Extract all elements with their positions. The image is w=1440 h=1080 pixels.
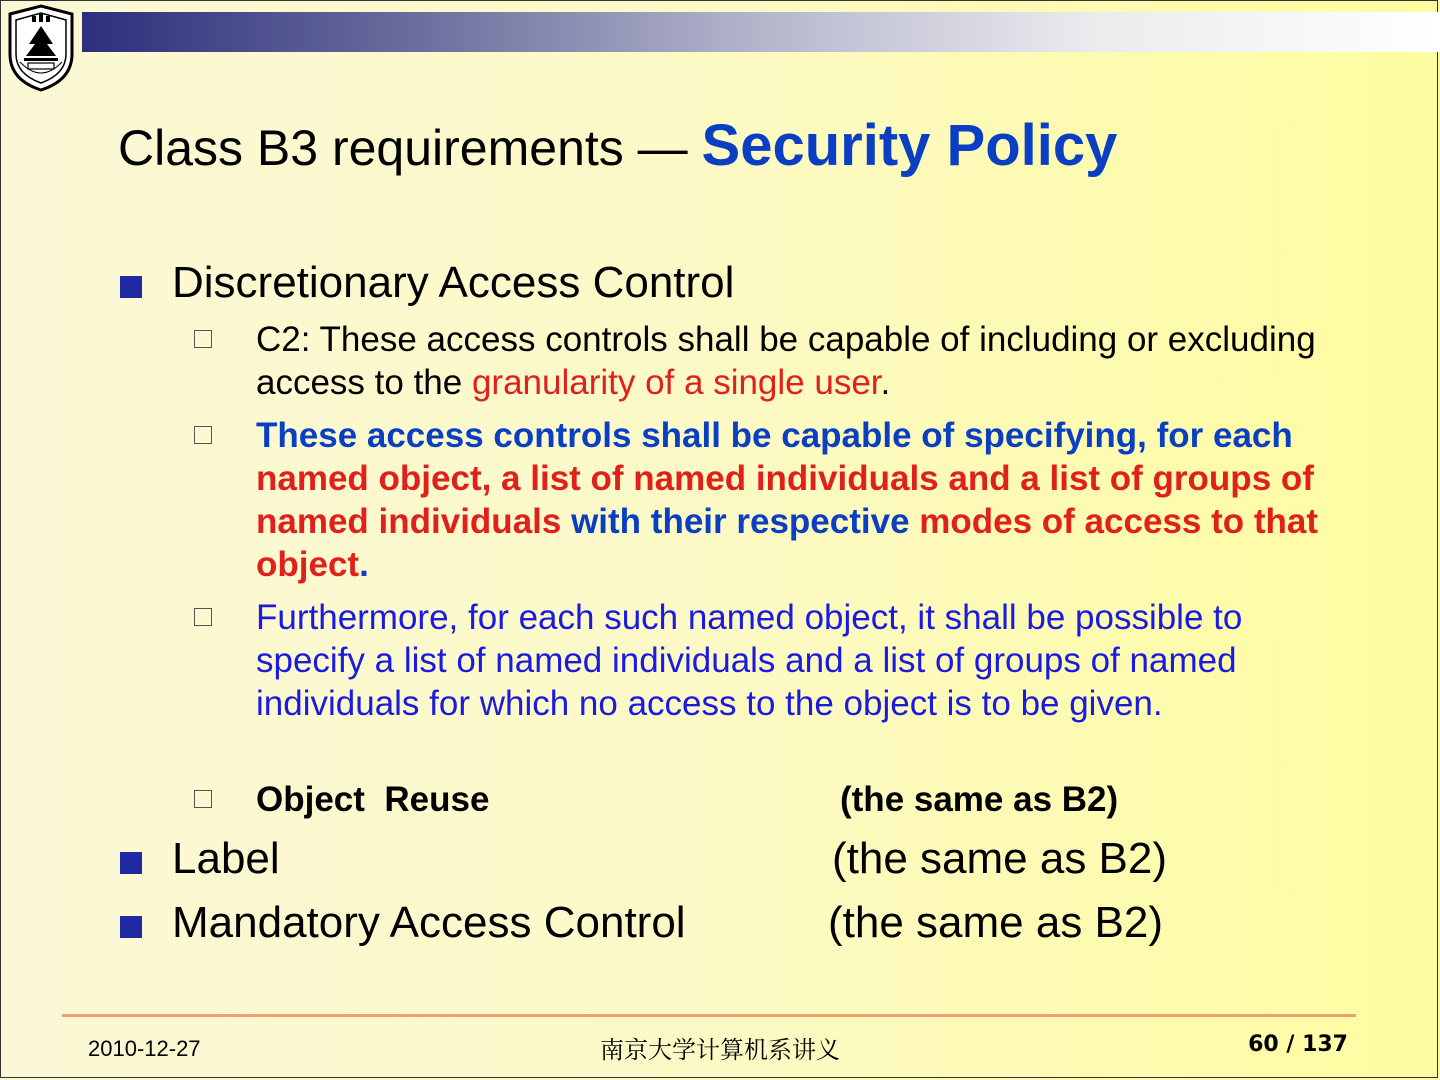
square-bullet-icon bbox=[120, 276, 142, 298]
bullet-label-text: Label bbox=[172, 834, 280, 883]
object-reuse-text: Object Reuse bbox=[256, 780, 490, 819]
title-accent: Security Policy bbox=[701, 113, 1118, 178]
spec-text-d: modes of access to that object bbox=[256, 502, 1318, 584]
slide-title bbox=[118, 112, 1398, 179]
header-gradient-bar bbox=[82, 12, 1440, 52]
hollow-square-bullet-icon bbox=[194, 790, 212, 808]
page-number: 60 / 137 bbox=[1248, 1032, 1348, 1057]
subbullet-c2 bbox=[192, 318, 1352, 408]
bullet-label-note: (the same as B2) bbox=[832, 834, 1168, 883]
subbullet-object-reuse bbox=[192, 778, 1352, 822]
square-bullet-icon bbox=[120, 852, 142, 874]
footer-divider bbox=[62, 1014, 1356, 1017]
bullet-dac-text: Discretionary Access Control bbox=[172, 258, 735, 307]
hollow-square-bullet-icon bbox=[194, 330, 212, 348]
c2-text: C2: These access controls shall be capable of including or excluding access to the bbox=[256, 320, 1316, 402]
c2-highlight: granularity of a single user bbox=[471, 363, 881, 402]
university-seal-icon bbox=[4, 4, 78, 92]
footer-date: 2010-12-27 bbox=[88, 1036, 201, 1061]
spec-text-a: These access controls shall be capable of specifying, for each bbox=[256, 416, 1293, 455]
furthermore-text: Furthermore, for each such named object, it shall be possible to specify a list of named individuals and a list of groups of named individuals for which no access to the object is to be given. bbox=[256, 598, 1243, 723]
spec-text-c: with their respective bbox=[561, 502, 920, 541]
subbullet-specifying bbox=[192, 414, 1352, 590]
title-plain: Class B3 requirements — bbox=[118, 120, 702, 176]
bullet-mac-note: (the same as B2) bbox=[828, 898, 1164, 947]
footer-course-title: 南京大学计算机系讲义 bbox=[600, 1036, 840, 1064]
spec-text-e: . bbox=[359, 545, 369, 584]
hollow-square-bullet-icon bbox=[194, 608, 212, 626]
square-bullet-icon bbox=[120, 916, 142, 938]
bullet-mac-text: Mandatory Access Control bbox=[172, 898, 686, 947]
hollow-square-bullet-icon bbox=[194, 426, 212, 444]
object-reuse-note: (the same as B2) bbox=[840, 780, 1119, 819]
c2-period: . bbox=[880, 363, 891, 402]
spec-text-b: named object, a list of named individuals and a list of groups of named individuals bbox=[256, 459, 1314, 541]
subbullet-furthermore bbox=[192, 596, 1352, 772]
